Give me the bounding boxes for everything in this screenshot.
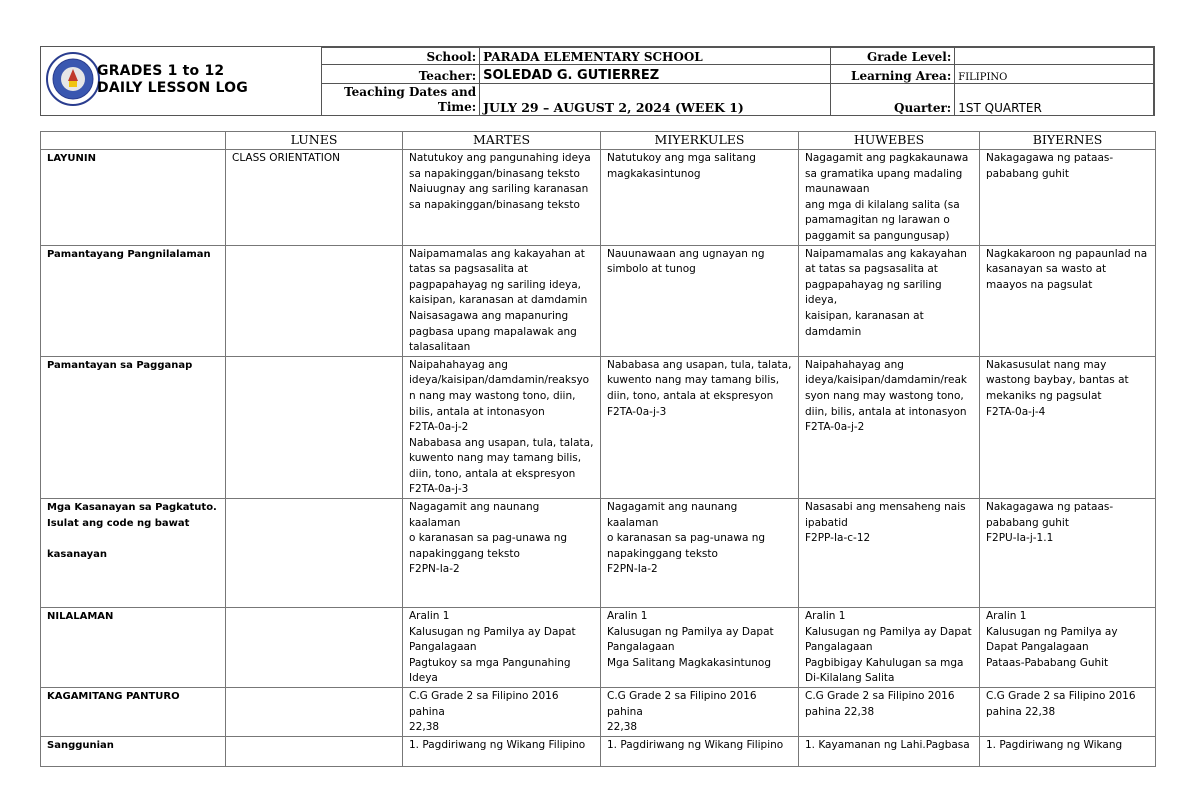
row-label-line: Sanggunian	[47, 739, 114, 751]
row-label	[41, 608, 226, 688]
cell-line: Aralin 1	[986, 610, 1027, 623]
cell-line: sa gramatika upang madaling	[805, 167, 963, 180]
day-header: LUNES	[226, 132, 403, 150]
cell-line: pamamagitan ng larawan o	[805, 214, 950, 227]
cell-line: pababang guhit	[986, 167, 1069, 180]
table-cell	[226, 736, 403, 766]
title-line-2: DAILY LESSON LOG	[97, 80, 248, 96]
cell-line: bilis, antala at intonasyon	[409, 405, 545, 418]
cell-line: Dapat Pangalagaan	[986, 641, 1089, 654]
cell-line: Nagagamit ang naunang kaalaman	[409, 501, 540, 529]
cell-line: o karanasan sa pag-unawa ng	[607, 532, 766, 545]
cell-line: Naiuugnay ang sariling karanasan	[409, 183, 589, 196]
cell-line: Nababasa ang usapan, tula, talata,	[607, 358, 792, 371]
table-cell	[403, 356, 601, 498]
table-cell	[799, 150, 980, 246]
row-label	[41, 150, 226, 246]
cell-line: Nagkakaroon ng papaunlad na	[986, 247, 1148, 260]
day-header: MARTES	[403, 132, 601, 150]
cell-line: Pangalagaan	[409, 641, 477, 654]
table-row	[41, 736, 1156, 766]
cell-line: napakinggang teksto	[409, 547, 520, 560]
day-header: HUWEBES	[799, 132, 980, 150]
cell-line: Naipamamalas ang kakayahan at	[409, 247, 585, 260]
row-label	[41, 688, 226, 737]
cell-line: Kalusugan ng Pamilya ay Dapat	[607, 625, 774, 638]
header-box	[40, 46, 1155, 116]
cell-line: ang mga di kilalang salita (sa	[805, 198, 960, 211]
lesson-log-body	[41, 150, 1156, 767]
cell-line: Kalusugan ng Pamilya ay Dapat	[409, 625, 576, 638]
cell-line: CLASS ORIENTATION	[232, 152, 341, 164]
row-label-line: kasanayan	[47, 548, 108, 560]
cell-line: Pagtukoy sa mga Pangunahing	[409, 656, 571, 669]
dates-value: JULY 29 – AUGUST 2, 2024 (WEEK 1)	[480, 84, 831, 116]
cell-line: Pangalagaan	[805, 641, 873, 654]
cell-line: magkakasintunog	[607, 167, 701, 180]
cell-line: 22,38	[607, 721, 638, 734]
cell-line: kuwento nang may tamang bilis,	[409, 452, 582, 465]
table-row	[41, 608, 1156, 688]
cell-line: Nasasabi ang mensaheng nais	[805, 501, 966, 514]
cell-line: n nang may wastong tono, diin,	[409, 389, 576, 402]
cell-line: C.G Grade 2 sa Filipino 2016	[805, 690, 955, 703]
grade-value	[955, 48, 1154, 65]
row-label	[41, 499, 226, 608]
cell-line: 1. Kayamanan ng Lahi.Pagbasa	[805, 738, 970, 751]
table-row	[41, 150, 1156, 246]
dates-label-line-2: Time:	[437, 100, 477, 114]
table-cell	[799, 608, 980, 688]
cell-line: Aralin 1	[607, 610, 648, 623]
table-cell	[799, 688, 980, 737]
cell-line: Di-Kilalang Salita	[805, 672, 895, 685]
table-cell	[980, 608, 1156, 688]
table-cell	[601, 688, 799, 737]
row-label-line: LAYUNIN	[47, 153, 96, 164]
cell-line: talasalitaan	[409, 341, 471, 354]
cell-line: damdamin	[805, 325, 862, 338]
table-cell	[226, 245, 403, 356]
cell-line: F2TA-0a-j-2	[805, 421, 865, 434]
cell-line: kuwento nang may tamang bilis,	[607, 374, 780, 387]
table-row	[41, 356, 1156, 498]
table-cell	[980, 150, 1156, 246]
cell-line: paggamit sa pangungusap)	[805, 229, 950, 242]
row-label-line: KAGAMITANG PANTURO	[47, 691, 180, 703]
table-cell	[980, 688, 1156, 737]
cell-line: Nababasa ang usapan, tula, talata,	[409, 436, 594, 449]
cell-line: C.G Grade 2 sa Filipino 2016	[986, 690, 1136, 703]
cell-line: napakinggang teksto	[607, 547, 718, 560]
cell-line: F2PU-Ia-j-1.1	[986, 532, 1054, 545]
area-value: FILIPINO	[955, 65, 1154, 84]
table-cell	[403, 245, 601, 356]
day-header: BIYERNES	[980, 132, 1156, 150]
cell-line: maayos na pagsulat	[986, 278, 1093, 291]
title-line-1: GRADES 1 to 12	[97, 63, 225, 79]
deped-seal-icon	[45, 51, 101, 107]
cell-line: pahina 22,38	[986, 705, 1056, 718]
cell-line: Natutukoy ang mga salitang	[607, 152, 756, 164]
cell-line: Mga Salitang Magkakasintunog	[607, 656, 772, 669]
teacher-label: Teacher:	[322, 65, 480, 84]
day-header-row	[41, 132, 1156, 150]
cell-line: Kalusugan ng Pamilya ay Dapat	[805, 625, 972, 638]
cell-line: Kalusugan ng Pamilya ay	[986, 625, 1118, 638]
table-cell	[980, 499, 1156, 608]
cell-line: pababang guhit	[986, 516, 1069, 529]
cell-line: Naipahahayag ang	[409, 358, 508, 371]
quarter-value: 1ST QUARTER	[955, 84, 1154, 116]
cell-line: Naipahahayag ang	[805, 358, 904, 371]
cell-line: kaisipan, karanasan at	[805, 309, 924, 322]
cell-line: Nagagamit ang pagkakaunawa	[805, 152, 969, 164]
cell-line: ipabatid	[805, 516, 848, 529]
table-cell	[601, 245, 799, 356]
day-header: MIYERKULES	[601, 132, 799, 150]
cell-line: pagpapahayag ng sariling ideya,	[409, 278, 582, 291]
cell-line: kasanayan sa wasto at	[986, 263, 1107, 276]
grade-label: Grade Level:	[830, 48, 954, 65]
cell-line: pagpapahayag ng sariling ideya,	[805, 278, 942, 307]
cell-line: Nakasusulat nang may	[986, 358, 1107, 371]
table-row	[41, 245, 1156, 356]
table-cell	[226, 688, 403, 737]
corner-cell	[41, 132, 226, 150]
row-label	[41, 356, 226, 498]
row-label-line	[47, 531, 219, 547]
cell-line: pagbasa upang mapalawak ang	[409, 325, 577, 338]
area-label: Learning Area:	[830, 65, 954, 84]
table-cell	[799, 245, 980, 356]
cell-line: Natutukoy ang pangunahing ideya	[409, 152, 591, 164]
cell-line: 1. Pagdiriwang ng Wikang Filipino	[607, 738, 784, 751]
table-cell	[403, 499, 601, 608]
quarter-label: Quarter:	[830, 84, 954, 116]
cell-line: sa napakinggan/binasang teksto	[409, 167, 580, 180]
row-label	[41, 736, 226, 766]
cell-line: diin, tono, antala at ekspresyon	[607, 389, 774, 402]
table-row	[41, 688, 1156, 737]
school-label: School:	[322, 48, 480, 65]
cell-line: Ideya	[409, 672, 438, 685]
cell-line: syon nang may wastong tono,	[805, 389, 964, 402]
cell-line: F2TA-0a-j-2	[409, 421, 469, 434]
cell-line: Pataas-Pababang Guhit	[986, 656, 1109, 669]
table-cell	[403, 150, 601, 246]
table-cell	[799, 499, 980, 608]
cell-line: mekaniks ng pagsulat	[986, 389, 1102, 402]
row-label-line: Isulat ang code ng bawat	[47, 517, 190, 529]
table-cell	[980, 736, 1156, 766]
table-cell	[226, 356, 403, 498]
cell-line: Pangalagaan	[607, 641, 675, 654]
cell-line: C.G Grade 2 sa Filipino 2016 pahina	[409, 690, 559, 718]
row-label-line: Pamantayan sa Pagganap	[47, 359, 193, 371]
cell-line: at tatas sa pagsasalita at	[805, 263, 938, 276]
row-label-line: Mga Kasanayan sa Pagkatuto.	[47, 502, 217, 514]
cell-line: Nakagagawa ng pataas-	[986, 501, 1114, 514]
table-cell	[403, 736, 601, 766]
table-cell	[601, 608, 799, 688]
cell-line: o karanasan sa pag-unawa ng	[409, 532, 568, 545]
cell-line: C.G Grade 2 sa Filipino 2016 pahina	[607, 690, 757, 718]
cell-line: pahina 22,38	[805, 705, 875, 718]
cell-line: F2PN-Ia-2	[607, 563, 658, 576]
table-cell	[403, 688, 601, 737]
table-cell	[799, 356, 980, 498]
cell-line: tatas sa pagsasalita at	[409, 263, 529, 276]
table-cell	[601, 736, 799, 766]
lesson-log-table	[40, 131, 1156, 767]
cell-line: wastong baybay, bantas at	[986, 374, 1129, 387]
table-cell	[980, 245, 1156, 356]
cell-line: kaisipan, karanasan at damdamin	[409, 294, 588, 307]
cell-line: ideya/kaisipan/damdamin/reaksyo	[409, 374, 590, 387]
cell-line: Nagagamit ang naunang kaalaman	[607, 501, 738, 529]
document-title	[97, 63, 248, 97]
table-cell	[799, 736, 980, 766]
dates-label-line-1: Teaching Dates and	[344, 85, 477, 99]
table-cell	[601, 499, 799, 608]
cell-line: 22,38	[409, 721, 440, 734]
table-cell	[226, 608, 403, 688]
dates-label	[322, 84, 480, 116]
cell-line: F2TA-0a-j-3	[409, 483, 469, 496]
table-cell	[601, 150, 799, 246]
cell-line: Aralin 1	[805, 610, 846, 623]
cell-line: 1. Pagdiriwang ng Wikang Filipino	[409, 738, 586, 751]
cell-line: ideya/kaisipan/damdamin/reak	[805, 374, 967, 387]
cell-line: F2TA-0a-j-3	[607, 405, 667, 418]
cell-line: sa napakinggan/binasang teksto	[409, 198, 580, 211]
table-cell	[403, 608, 601, 688]
info-table	[321, 47, 1154, 116]
cell-line: Nauunawaan ang ugnayan ng	[607, 247, 765, 260]
table-cell	[226, 499, 403, 608]
cell-line: Nakagagawa ng pataas-	[986, 152, 1114, 164]
row-label	[41, 245, 226, 356]
cell-line: Naisasagawa ang mapanuring	[409, 309, 569, 322]
table-cell	[226, 150, 403, 246]
cell-line: maunawaan	[805, 183, 870, 196]
cell-line: 1. Pagdiriwang ng Wikang	[986, 738, 1123, 751]
teacher-value: SOLEDAD G. GUTIERREZ	[480, 65, 831, 84]
table-cell	[601, 356, 799, 498]
cell-line: diin, tono, antala at ekspresyon	[409, 467, 576, 480]
cell-line: diin, bilis, antala at intonasyon	[805, 405, 967, 418]
cell-line: F2PP-Ia-c-12	[805, 532, 871, 545]
cell-line: F2PN-Ia-2	[409, 563, 460, 576]
cell-line: Pagbibigay Kahulugan sa mga	[805, 656, 964, 669]
row-label-line: NILALAMAN	[47, 611, 114, 623]
cell-line: simbolo at tunog	[607, 263, 696, 276]
table-cell	[980, 356, 1156, 498]
cell-line: Naipamamalas ang kakayahan	[805, 247, 967, 260]
school-value: PARADA ELEMENTARY SCHOOL	[480, 48, 831, 65]
table-row	[41, 499, 1156, 608]
cell-line: F2TA-0a-j-4	[986, 405, 1046, 418]
row-label-line: Pamantayang Pangnilalaman	[47, 248, 211, 260]
cell-line: Aralin 1	[409, 610, 450, 623]
